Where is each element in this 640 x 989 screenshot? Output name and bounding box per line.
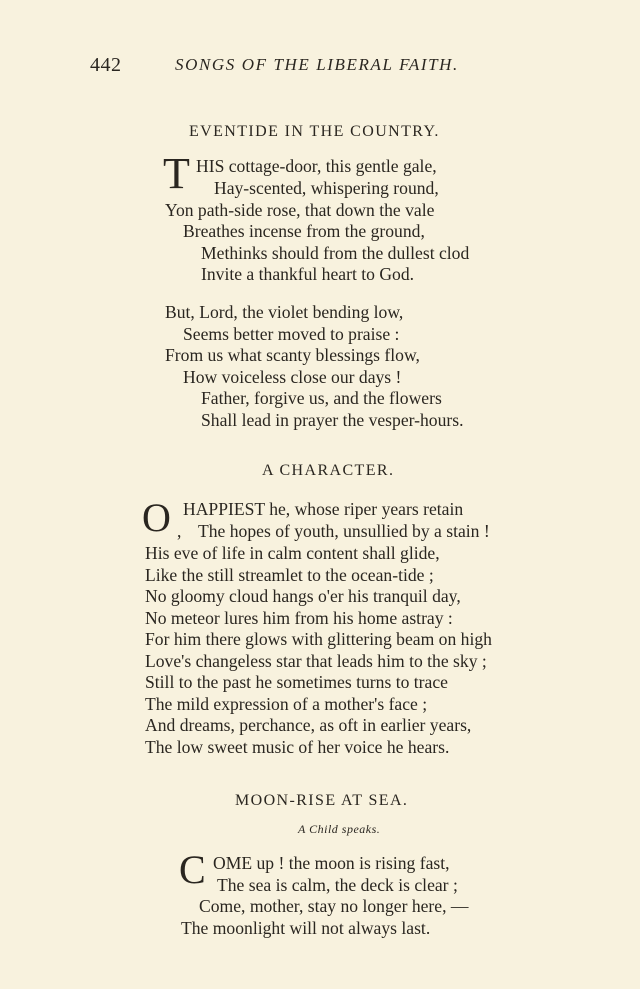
poem-line: HAPPIEST he, whose riper years retain: [183, 499, 464, 519]
poem-line: No gloomy cloud hangs o'er his tranquil day,: [145, 586, 461, 606]
poem-title: A CHARACTER.: [262, 462, 395, 479]
poem-line: The moonlight will not always last.: [181, 918, 431, 938]
poem-line: Methinks should from the dullest clod: [201, 243, 470, 263]
page-header: [90, 54, 510, 80]
poem-line: Invite a thankful heart to God.: [201, 264, 415, 284]
poem-line: How voiceless close our days !: [183, 367, 402, 387]
poem-title: EVENTIDE IN THE COUNTRY.: [189, 123, 440, 140]
poem-line: Hay-scented, whispering round,: [214, 178, 439, 198]
poem-line: Love's changeless star that leads him to the sky ;: [145, 651, 487, 671]
poem-line: Shall lead in prayer the vesper-hours.: [201, 410, 464, 430]
drop-cap-comma: ,: [177, 521, 182, 541]
drop-cap: C: [179, 847, 206, 892]
poem-line: OME up ! the moon is rising fast,: [213, 853, 450, 873]
running-title: SONGS OF THE LIBERAL FAITH.: [175, 55, 459, 74]
poem-line: Father, forgive us, and the flowers: [201, 388, 442, 408]
poem-line: Yon path-side rose, that down the vale: [165, 200, 435, 220]
drop-cap: T: [163, 149, 190, 198]
poem-title: MOON-RISE AT SEA.: [235, 792, 409, 809]
poem-line: His eve of life in calm content shall glide,: [145, 543, 440, 563]
poem-line: From us what scanty blessings flow,: [165, 345, 420, 365]
drop-cap: O: [142, 495, 171, 540]
poem-line: The low sweet music of her voice he hears.: [145, 737, 450, 757]
poem-line: Breathes incense from the ground,: [183, 221, 425, 241]
poem-line: The mild expression of a mother's face ;: [145, 694, 428, 714]
poem-line: Come, mother, stay no longer here, —: [199, 896, 469, 916]
poem-line: But, Lord, the violet bending low,: [165, 302, 404, 322]
poem-subtitle: A Child speaks.: [298, 822, 381, 836]
poem-line: The sea is calm, the deck is clear ;: [217, 875, 458, 895]
poem-line: No meteor lures him from his home astray :: [145, 608, 453, 628]
poem-line: For him there glows with glittering beam on high: [145, 629, 492, 649]
poem-line: Like the still streamlet to the ocean-tide ;: [145, 565, 434, 585]
poem-line: Seems better moved to praise :: [183, 324, 400, 344]
poem-line: Still to the past he sometimes turns to trace: [145, 672, 448, 692]
poem-line: HIS cottage-door, this gentle gale,: [196, 156, 437, 176]
page-number: 442: [90, 54, 122, 76]
poem-line: The hopes of youth, unsullied by a stain !: [198, 521, 490, 541]
poem-line: And dreams, perchance, as oft in earlier years,: [145, 715, 472, 735]
